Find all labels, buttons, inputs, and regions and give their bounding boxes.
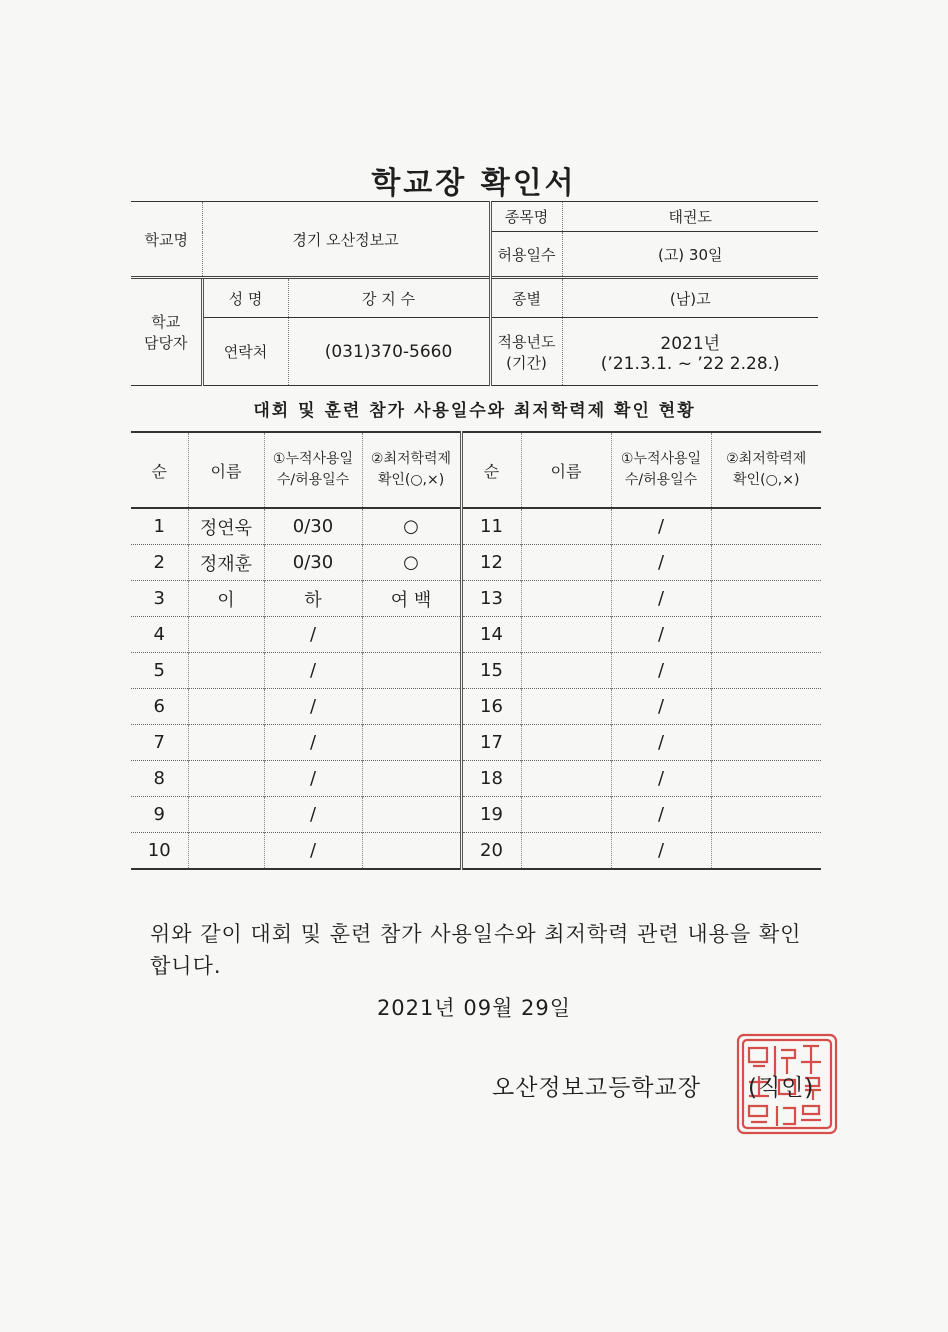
header-check-left: ②최저학력제 확인(○,×) — [362, 432, 461, 508]
table-row — [131, 689, 821, 725]
row-days-right: / — [611, 653, 711, 689]
row-no-right: 19 — [461, 797, 521, 833]
allowed-days-label: 허용일수 — [490, 232, 562, 278]
row-no-left: 8 — [131, 761, 188, 797]
row-days-left: / — [264, 725, 362, 761]
principal-title: 오산정보고등학교장 — [492, 1075, 701, 1101]
table-row — [131, 653, 821, 689]
row-no-right: 11 — [461, 508, 521, 545]
table-header-row — [131, 432, 821, 508]
row-name-right — [521, 797, 611, 833]
row-days-left: / — [264, 689, 362, 725]
row-name-right — [521, 689, 611, 725]
school-value: 경기 오산정보고 — [202, 202, 490, 278]
table-row — [131, 581, 821, 617]
row-name-right — [521, 581, 611, 617]
row-no-right: 12 — [461, 545, 521, 581]
row-name-left: 이 — [188, 581, 264, 617]
table-row — [131, 545, 821, 581]
row-check-right — [711, 797, 821, 833]
row-name-right — [521, 545, 611, 581]
row-name-left — [188, 653, 264, 689]
header-no-right: 순 — [461, 432, 521, 508]
row-days-right: / — [611, 617, 711, 653]
row-check-left: ○ — [362, 508, 461, 545]
row-name-left: 정연욱 — [188, 508, 264, 545]
status-table — [131, 431, 821, 870]
row-check-right — [711, 545, 821, 581]
row-no-left: 3 — [131, 581, 188, 617]
row-name-right — [521, 761, 611, 797]
row-days-right: / — [611, 689, 711, 725]
row-days-left: 0/30 — [264, 508, 362, 545]
row-days-left: 하 — [264, 581, 362, 617]
row-days-left: / — [264, 617, 362, 653]
issue-date: 2021년 09월 29일 — [376, 996, 572, 1020]
gender-value: (남)고 — [562, 278, 818, 318]
row-days-right: / — [611, 761, 711, 797]
row-no-left: 7 — [131, 725, 188, 761]
row-days-left: / — [264, 761, 362, 797]
row-name-right — [521, 617, 611, 653]
info-table — [131, 201, 818, 386]
header-name-left: 이름 — [188, 432, 264, 508]
row-check-right — [711, 761, 821, 797]
document-title: 학교장 확인서 — [371, 166, 577, 201]
sport-value: 태권도 — [562, 202, 818, 232]
row-days-left: / — [264, 653, 362, 689]
row-check-right — [711, 581, 821, 617]
header-no-left: 순 — [131, 432, 188, 508]
table-row — [131, 833, 821, 870]
row-check-right — [711, 617, 821, 653]
row-days-right: / — [611, 797, 711, 833]
row-no-left: 5 — [131, 653, 188, 689]
table-row — [131, 508, 821, 545]
row-check-left — [362, 725, 461, 761]
row-check-left — [362, 797, 461, 833]
row-name-left — [188, 689, 264, 725]
row-name-right — [521, 833, 611, 870]
row-name-right — [521, 508, 611, 545]
row-check-left: 여 백 — [362, 581, 461, 617]
row-check-left — [362, 833, 461, 870]
row-check-left — [362, 653, 461, 689]
contact-value: (031)370-5660 — [288, 318, 490, 386]
confirmation-statement: 위와 같이 대회 및 훈련 참가 사용일수와 최저학력 관련 내용을 확인합니다. — [150, 922, 802, 978]
row-no-left: 4 — [131, 617, 188, 653]
row-days-right: / — [611, 545, 711, 581]
row-name-left: 정재훈 — [188, 545, 264, 581]
row-days-left: 0/30 — [264, 545, 362, 581]
row-no-left: 10 — [131, 833, 188, 870]
row-no-right: 14 — [461, 617, 521, 653]
header-days-left: ①누적사용일 수/허용일수 — [264, 432, 362, 508]
row-check-right — [711, 508, 821, 545]
gender-label: 종별 — [490, 278, 562, 318]
name-label: 성 명 — [202, 278, 288, 318]
row-name-left — [188, 833, 264, 870]
row-days-right: / — [611, 581, 711, 617]
row-no-right: 20 — [461, 833, 521, 870]
contact-label: 연락처 — [202, 318, 288, 386]
row-days-left: / — [264, 797, 362, 833]
row-check-left — [362, 761, 461, 797]
header-name-right: 이름 — [521, 432, 611, 508]
table-row — [131, 725, 821, 761]
row-check-left — [362, 617, 461, 653]
row-no-right: 16 — [461, 689, 521, 725]
row-no-left: 1 — [131, 508, 188, 545]
header-days-right: ①누적사용일 수/허용일수 — [611, 432, 711, 508]
table-row — [131, 617, 821, 653]
row-check-left: ○ — [362, 545, 461, 581]
name-value: 강 지 수 — [288, 278, 490, 318]
row-check-right — [711, 833, 821, 870]
row-no-left: 9 — [131, 797, 188, 833]
row-days-right: / — [611, 833, 711, 870]
row-name-right — [521, 725, 611, 761]
row-no-right: 15 — [461, 653, 521, 689]
row-name-left — [188, 725, 264, 761]
row-check-right — [711, 653, 821, 689]
row-no-right: 13 — [461, 581, 521, 617]
table-row — [131, 761, 821, 797]
row-no-right: 17 — [461, 725, 521, 761]
row-check-left — [362, 689, 461, 725]
allowed-days-value: (고) 30일 — [562, 232, 818, 278]
year-label: 적용년도 (기간) — [490, 318, 562, 386]
row-no-left: 6 — [131, 689, 188, 725]
row-check-right — [711, 689, 821, 725]
row-days-right: / — [611, 508, 711, 545]
row-name-left — [188, 797, 264, 833]
row-name-left — [188, 617, 264, 653]
status-subtitle: 대회 및 훈련 참가 사용일수와 최저학력제 확인 현황 — [253, 401, 696, 421]
row-check-right — [711, 725, 821, 761]
row-name-left — [188, 761, 264, 797]
header-check-right: ②최저학력제 확인(○,×) — [711, 432, 821, 508]
row-days-right: / — [611, 725, 711, 761]
year-value: 2021년 (’21.3.1. ~ ’22 2.28.) — [562, 318, 818, 386]
seal-mark-text: (직인) — [748, 1075, 815, 1101]
manager-label: 학교 담당자 — [131, 278, 202, 386]
row-no-right: 18 — [461, 761, 521, 797]
table-row — [131, 797, 821, 833]
school-label: 학교명 — [131, 202, 202, 278]
row-days-left: / — [264, 833, 362, 870]
row-no-left: 2 — [131, 545, 188, 581]
row-name-right — [521, 653, 611, 689]
sport-label: 종목명 — [490, 202, 562, 232]
